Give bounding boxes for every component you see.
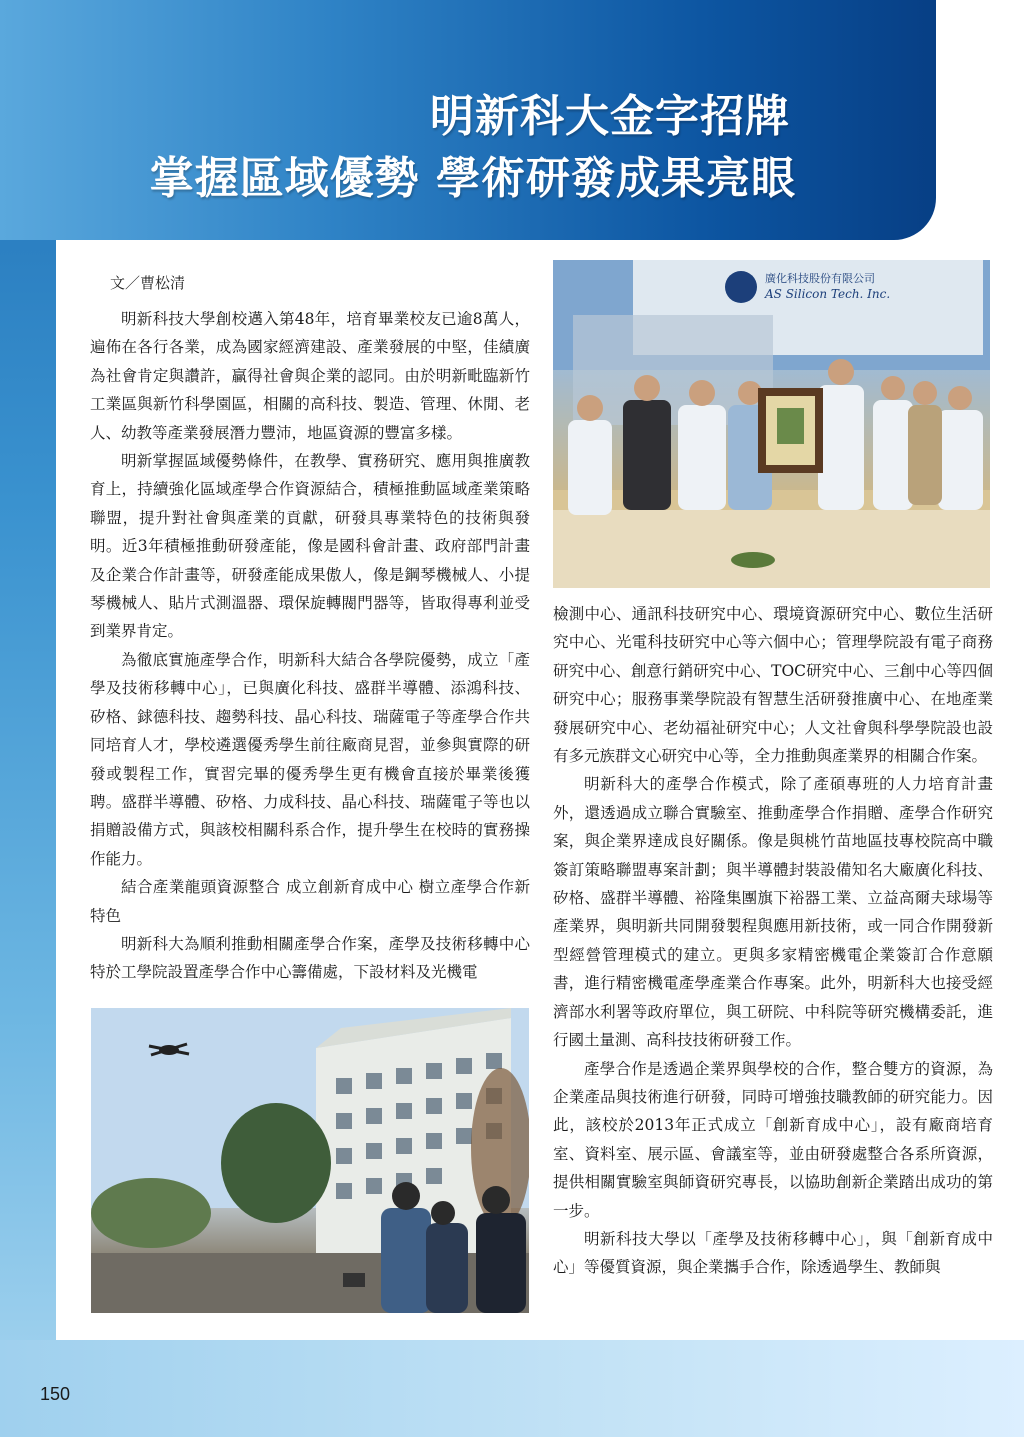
paragraph: 為徹底實施產學合作，明新科大結合各學院優勢，成立「產學及技術移轉中心」，已與廣化科技、盛群半導體、添鴻科技、矽格、銶德科技、趨勢科技、晶心科技、瑞薩電子等產學合作共同培育人才，學校遴選優秀學生前往廠商見習，並參與實際的研發或製程工作，實習完畢的優秀學生更有機會直接於畢業後獲聘。盛群半導體、矽格、力成科技、晶心科技、瑞薩電子等也以捐贈設備方式，與該校相關科系合作，提升學生在校時的實務操作能力。 xyxy=(90,650,530,868)
title-line-2: 掌握區域優勢 學術研發成果亮眼 xyxy=(149,153,796,204)
photo-ceremony xyxy=(553,260,990,588)
photo-ceremony-illustration xyxy=(553,260,990,588)
paragraph: 明新科大的產學合作模式，除了產碩專班的人力培育計畫外，還透過成立聯合實驗室、推動產學合作捐贈、產學合作研究案，與企業界達成良好關係。像是與桃竹苗地區技專校院高中職簽訂策略聯盟專案計劃；與半導體封裝設備知名大廠廣化科技、矽格、盛群半導體、裕隆集團旗下裕器工業、立益高爾夫球場等產業界，與明新共同開發製程與應用新技術，或一同合作開發新型經營管理模式的建立。更與多家精密機電企業簽訂合作意願書，進行精密機電產學產業合作專案。此外，明新科大也接受經濟部水利署等政府單位，與工研院、中科院等研究機構委託，進行國土量測、高科技技術研發工作。 xyxy=(553,775,993,1050)
article-column-right xyxy=(553,600,993,1282)
title-line-1: 明新科大金字招牌 xyxy=(430,91,790,142)
sign-text-1: 廣化科技股份有限公司 xyxy=(765,272,875,285)
paragraph: 明新掌握區域優勢條件，在教學、實務研究、應用與推廣教育上，持續強化區域產學合作資源結合，積極推動區域產業策略聯盟，提升對社會與產業的貢獻，研發具專業特色的技術與發明。近3年積極推動研發產能，像是國科會計畫、政府部門計畫及企業合作計畫等，研發產能成果傲人，像是鋼琴機械人、小提琴機械人、貼片式測溫器、環保旋轉閥門器等，皆取得專利並受到業界肯定。 xyxy=(90,452,530,641)
paragraph: 明新科技大學以「產學及技術移轉中心」，與「創新育成中心」等優質資源，與企業攜手合作，除透過學生、教師與 xyxy=(553,1229,993,1277)
paragraph: 明新科技大學創校邁入第48年，培育畢業校友已逾8萬人，遍佈在各行各業，成為國家經濟建設、產業發展的中堅，佳績廣為社會肯定與讚許，贏得社會與企業的認同。由於明新毗臨新竹工業區與新竹科學園區，相關的高科技、製造、管理、休閒、老人、幼教等產業發展潛力豐沛，地區資源的豐富多樣。 xyxy=(90,310,530,442)
byline: 文／曹松清 xyxy=(110,274,186,292)
photo-drone-demo xyxy=(91,1008,529,1313)
bottom-decorative-band xyxy=(0,1340,1024,1437)
sign-text-2: AS Silicon Tech. Inc. xyxy=(765,287,891,301)
photo-drone-illustration xyxy=(91,1008,529,1313)
title-banner xyxy=(0,0,936,240)
paragraph: 明新科大為順利推動相關產學合作案，產學及技術移轉中心特於工學院設置產學合作中心籌備處，下設材料及光機電 xyxy=(90,934,530,982)
paragraph: 產學合作是透過企業界與學校的合作，整合雙方的資源，為企業產品與技術進行研發，同時可增強技職教師的研究能力。因此，該校於2013年正式成立「創新育成中心」，設有廠商培育室、資料室、展示區、會議室等，並由研發處整合各系所資源，提供相關實驗室與師資研究專長，以協助創新企業踏出成功的第一步。 xyxy=(553,1059,993,1220)
article-column-left xyxy=(90,305,530,987)
page-number: 150 xyxy=(40,1384,71,1404)
section-subheading: 結合產業龍頭資源整合 成立創新育成中心 樹立產學合作新特色 xyxy=(90,878,530,925)
paragraph-continued: 檢測中心、通訊科技研究中心、環境資源研究中心、數位生活研究中心、光電科技研究中心等六個中心；管理學院設有電子商務研究中心、創意行銷研究中心、TOC研究中心、三創中心等四個研究中心；服務事業學院設有智慧生活研發推廣中心、在地產業發展研究中心、老幼福祉研究中心；人文社會與科學學院設也設有多元族群文心研究中心等，全力推動與產業界的相關合作案。 xyxy=(553,605,993,766)
